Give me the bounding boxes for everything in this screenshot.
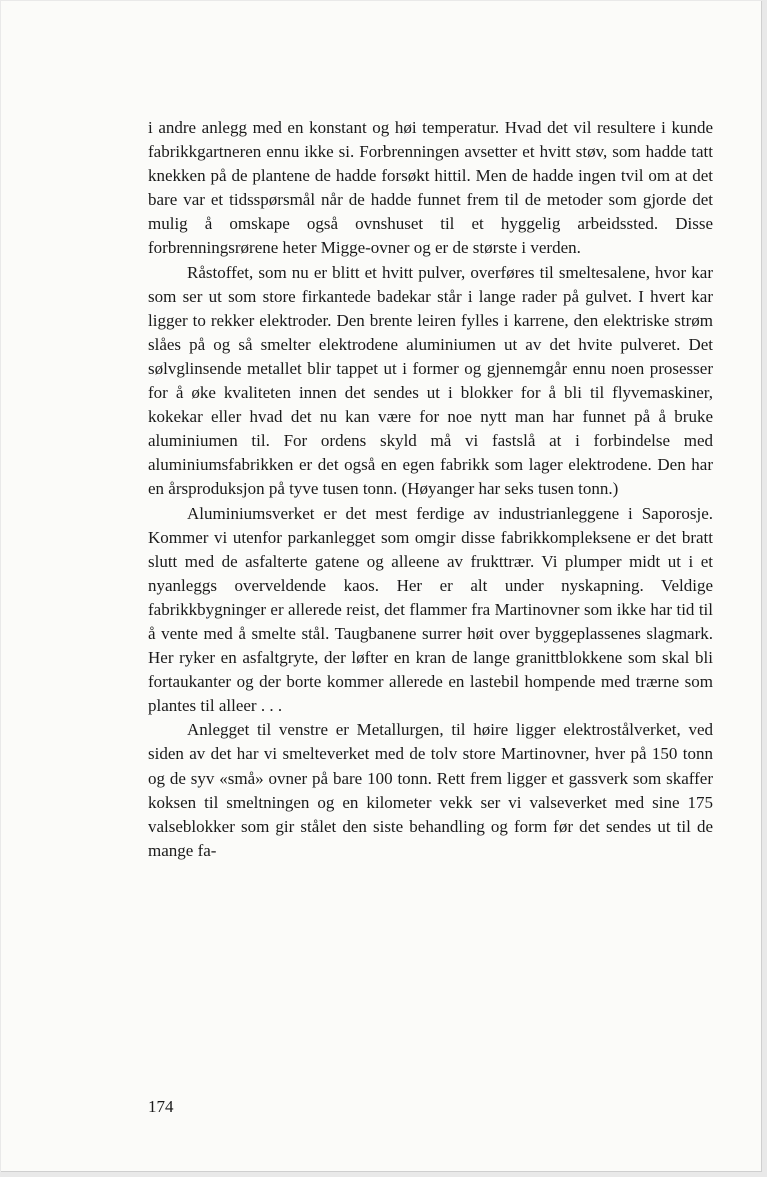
paragraph-1: i andre anlegg med en konstant og høi temperatur. Hvad det vil resultere i kunde fabrikkgartneren ennu ikke si. Forbrenningen avsetter et hvitt støv, som hadde tatt knekken på de plantene de hadde forsøkt hittil. Men de hadde ingen tvil om at det bare var et tidsspørsmål når de hadde funnet frem til de metoder som gjorde det mulig å omskape også ovnshuset til et hyggelig arbeidssted. Disse forbrenningsrørene heter Migge-ovner og er de største i verden. [148,118,713,258]
body-text [148,116,713,863]
paragraph-2: Råstoffet, som nu er blitt et hvitt pulver, overføres til smeltesalene, hvor kar som ser ut som store firkantede badekar står i lange rader på gulvet. I hvert kar ligger to rekker elektroder. Den brente leiren fylles i karrene, den elektriske strøm slåes på og så smelter elektrodene aluminiumen ut av det hvite pulveret. Det sølvglinsende metallet blir tappet ut i former og gjennemgår ennu noen prosesser for å øke kvaliteten innen det sendes ut i blokker for å bli til flyvemaskiner, kokekar eller hvad det nu kan være for noe nytt man har funnet på å bruke aluminiumen til. For ordens skyld må vi fastslå at i forbindelse med aluminiumsfabrikken er det også en egen fabrikk som lager elektrodene. Den har en årsproduksjon på tyve tusen tonn. (Høyanger har seks tusen tonn.) [148,262,713,499]
page-number: 174 [148,1097,174,1116]
book-page [1,1,762,1172]
paragraph-4: Anlegget til venstre er Metallurgen, til høire ligger elektrostålverket, ved siden av det har vi smelteverket med de tolv store Martinovner, hver på 150 tonn og de syv «små» ovner på bare 100 tonn. Rett frem ligger et gassverk som skaffer koksen til smeltningen og en kilometer vekk ser vi valseverket med sine 175 valseblokker som gir stålet den siste behandling og form før det sendes ut til de mange fa- [148,720,713,860]
paragraph-3: Aluminiumsverket er det mest ferdige av industrianleggene i Saporosje. Kommer vi utenfor parkanlegget som omgir disse fabrikkompleksene er det bratt slutt med de asfalterte gatene og alleene av frukttrær. Vi plumper midt ut i et nyanleggs overveldende kaos. Her er alt under nyskapning. Veldige fabrikkbygninger er allerede reist, det flammer fra Martinovner som ikke har tid til å vente med å smelte stål. Taugbanene surrer høit over byggeplassenes slagmark. Her ryker en asfaltgryte, der løfter en kran de lange granittblokkene som skal bli fortaukanter og der borte kommer allerede en lastebil hompende med trærne som plantes til alleer . . . [148,503,713,716]
